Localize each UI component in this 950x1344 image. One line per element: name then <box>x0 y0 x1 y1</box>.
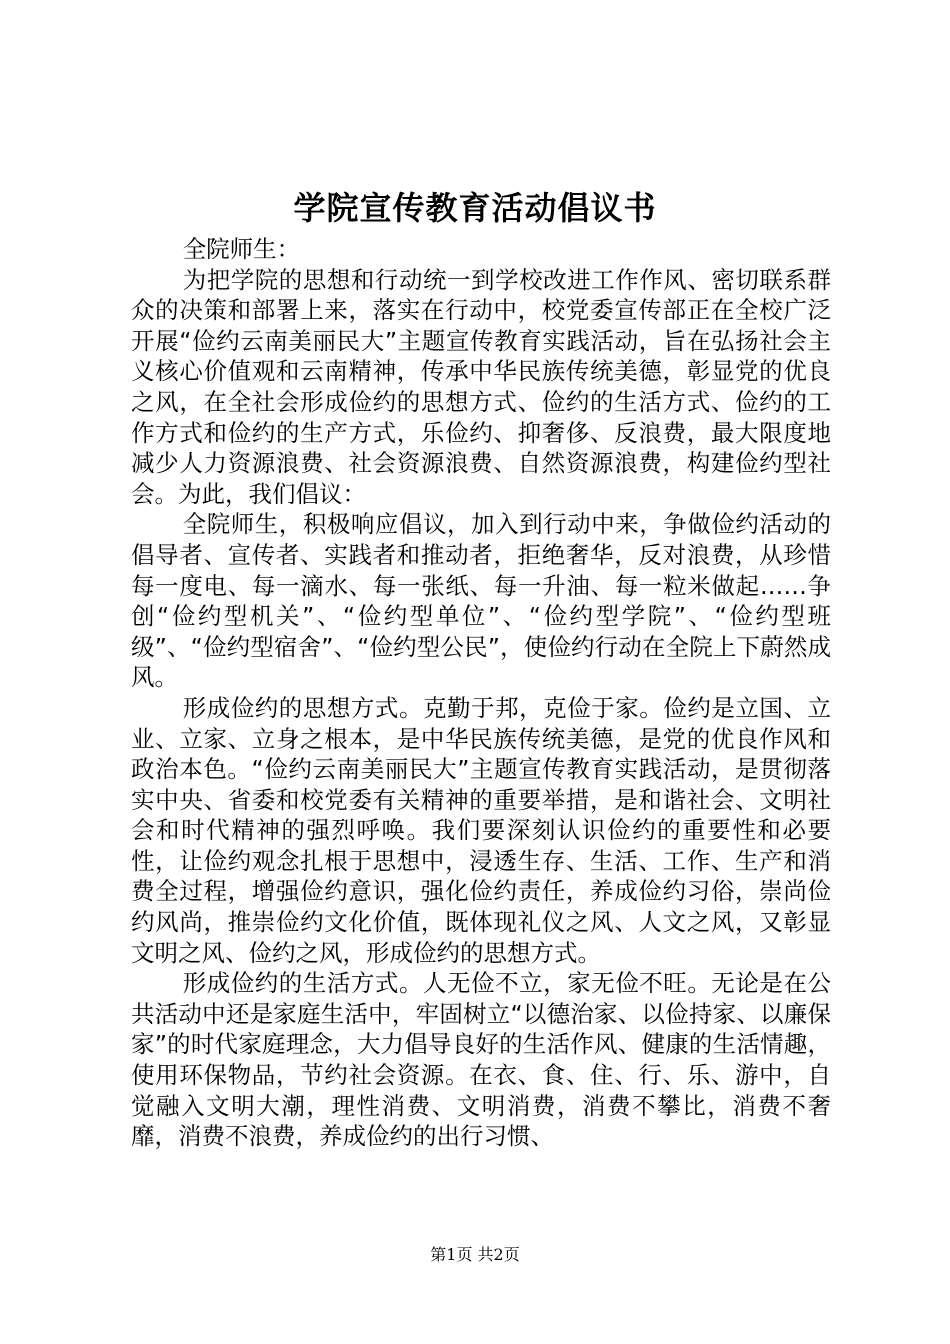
paragraph-call-to-action: 全院师生，积极响应倡议，加入到行动中来，争做俭约活动的倡导者、宣传者、实践者和推动者，拒绝奢华，反对浪费，从珍惜每一度电、每一滴水、每一张纸、每一升油、每一粒米做起……争创“俭约型机关”、“俭约型单位”、“俭约型学院”、“俭约型班级”、“俭约型宿舍”、“俭约型公民”，使俭约行动在全院上下蔚然成风。 <box>131 510 831 692</box>
page-number-footer: 第1页 共2页 <box>430 1245 520 1264</box>
salutation: 全院师生： <box>182 235 301 263</box>
paragraph-thinking-style: 形成俭约的思想方式。克勤于邦，克俭于家。俭约是立国、立业、立家、立身之根本，是中华民族传统美德，是党的优良作风和政治本色。“俭约云南美丽民大”主题宣传教育实践活动，是贯彻落实中央、省委和校党委有关精神的重要举措，是和谐社会、文明社会和时代精神的强烈呼唤。我们要深刻认识俭约的重要性和必要性，让俭约观念扎根于思想中，浸透生存、生活、工作、生产和消费全过程，增强俭约意识，强化俭约责任，养成俭约习俗，崇尚俭约风尚，推崇俭约文化价值，既体现礼仪之风、人文之风，又彰显文明之风、俭约之风，形成俭约的思想方式。 <box>131 693 831 967</box>
document-title: 学院宣传教育活动倡议书 <box>293 189 657 227</box>
paragraph-lifestyle: 形成俭约的生活方式。人无俭不立，家无俭不旺。无论是在公共活动中还是家庭生活中，牢固树立“以德治家、以俭持家、以廉保家”的时代家庭理念，大力倡导良好的生活作风、健康的生活情趣，使用环保物品，节约社会资源。在衣、食、住、行、乐、游中，自觉融入文明大潮，理性消费、文明消费，消费不攀比，消费不奢靡，消费不浪费，养成俭约的出行习惯、 <box>131 969 831 1151</box>
paragraph-intro: 为把学院的思想和行动统一到学校改进工作作风、密切联系群众的决策和部署上来，落实在行动中，校党委宣传部正在全校广泛开展“俭约云南美丽民大”主题宣传教育实践活动，旨在弘扬社会主义核心价值观和云南精神，传承中华民族传统美德，彰显党的优良之风，在全社会形成俭约的思想方式、俭约的生活方式、俭约的工作方式和俭约的生产方式，乐俭约、抑奢侈、反浪费，最大限度地减少人力资源浪费、社会资源浪费、自然资源浪费，构建俭约型社会。为此，我们倡议： <box>131 265 831 508</box>
document-body <box>131 234 831 1152</box>
